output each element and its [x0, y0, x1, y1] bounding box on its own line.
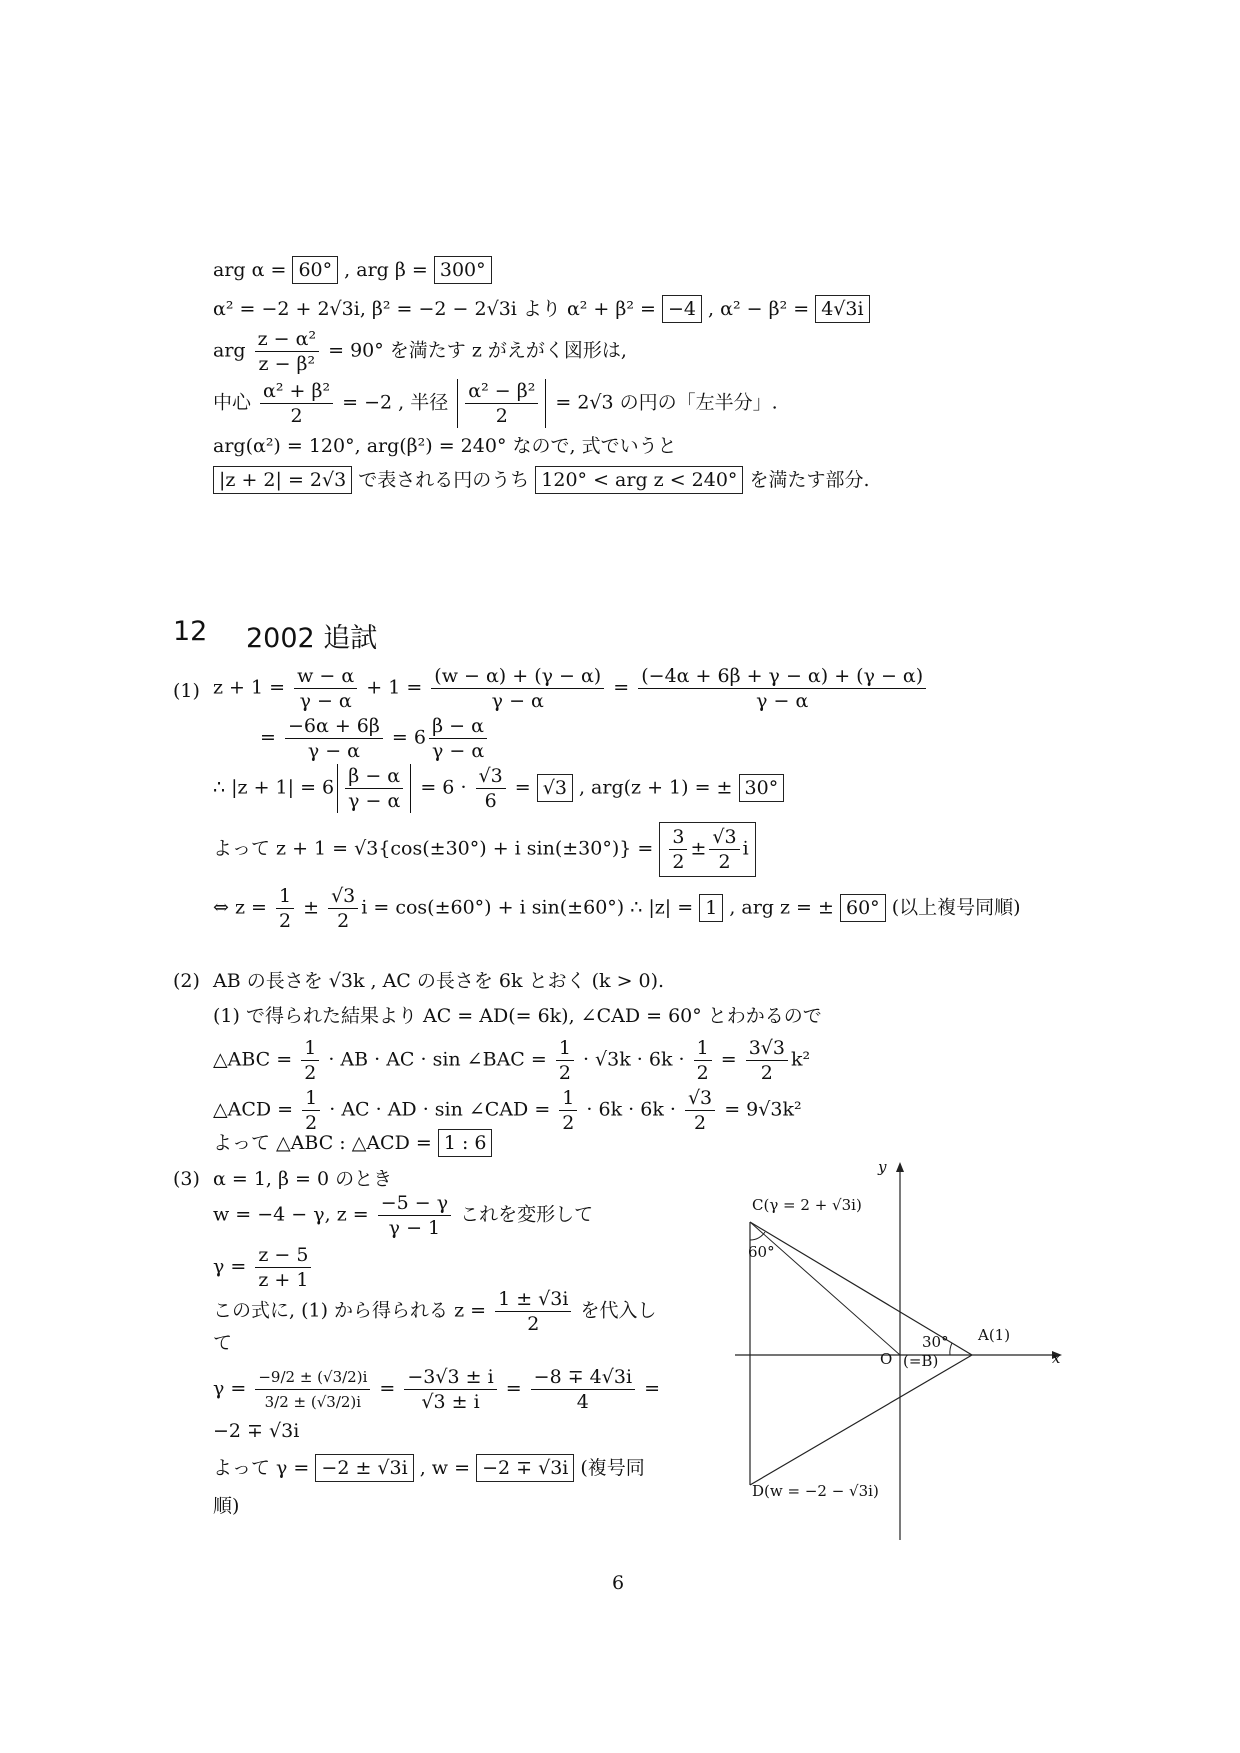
p2-row4: △ACD = $\frac{1}{2}$ · AC · AD · sin ∠CAD = $\frac{1}{2}$ · 6k · 6k · $\frac{√3}{2}$ = 9√3k²	[213, 1087, 802, 1134]
point-a-label: A(1)	[978, 1326, 1011, 1344]
page-number: 6	[612, 1572, 625, 1594]
eq-arg-condition: arg $\frac{\text{z − α²}}{\text{z − β²}}$ = 90° を満たす z がえがく図形は,	[213, 328, 627, 375]
p3-row5: て	[213, 1332, 233, 1354]
section-title: 2002 追試	[246, 623, 378, 654]
eq-arg-values: arg(α²) = 120°, arg(β²) = 240° なので, 式でいうと	[213, 435, 677, 457]
answer-box: √3	[537, 774, 573, 802]
answer-box: −4	[662, 295, 702, 323]
part-2-tag: (2)	[173, 970, 200, 992]
answer-box: 60°	[292, 256, 338, 284]
point-c-label: C(γ = 2 + √3i)	[752, 1196, 862, 1214]
p1-row3: ∴ |z + 1| = 6 $\frac{\beta - \alpha}{\gamma - \alpha}$ = 6 · $\frac{√3}{6}$ = √3 , arg(z + 1) = ± 30°	[213, 764, 784, 813]
y-axis-label: y	[878, 1158, 887, 1176]
answer-box: 120° < arg z < 240°	[535, 466, 743, 494]
p1-row1: z + 1 = $\frac{w - \alpha}{\gamma - \alpha}$ + 1 = $\frac{(w - \alpha) + (\gamma - \alpha)}{\gamma - \alpha}$ = $\frac{(-4\alpha + 6\beta + \gamma - \alpha) + (\gamma - \alpha)}{\gamma - \alpha}$	[213, 664, 929, 713]
p1-row2: = $\frac{-6\alpha + 6\beta}{\gamma - \alpha}$ = 6 $\frac{\beta - \alpha}{\gamma - \alpha}$	[260, 714, 490, 763]
p1-row4: よって z + 1 = √3{cos(±30°) + i sin(±30°)} = $\frac{3}{2}$ ± $\frac{√3}{2}$ i	[213, 822, 756, 877]
segment-cb	[750, 1222, 900, 1355]
part-3-tag: (3)	[173, 1168, 200, 1190]
answer-box: 30°	[739, 774, 785, 802]
eq-arg-line: arg α = 60° , arg β = 300°	[213, 256, 492, 284]
y-axis-arrow	[896, 1162, 904, 1172]
section-number: 12	[173, 616, 208, 647]
answer-box: 1 : 6	[438, 1129, 493, 1157]
p3-row8: よって γ = −2 ± √3i , w = −2 ∓ √3i (複号同	[213, 1454, 645, 1482]
answer-box: 4√3i	[815, 295, 869, 323]
p3-row9: 順)	[213, 1495, 240, 1517]
p2-row3: △ABC = $\frac{1}{2}$ · AB · AC · sin ∠BAC = $\frac{1}{2}$ · √3k · 6k · $\frac{1}{2}$ = $\frac{3√3}{2}$ k²	[213, 1037, 811, 1084]
eq-square-line: α² = −2 + 2√3i, β² = −2 − 2√3i より α² + β² = −4 , α² − β² = 4√3i	[213, 295, 870, 323]
p3-row7: −2 ∓ √3i	[213, 1420, 300, 1442]
answer-box: |z + 2| = 2√3	[213, 466, 352, 494]
eq-circle-result: |z + 2| = 2√3 で表される円のうち 120° < arg z < 240° を満たす部分.	[213, 466, 870, 494]
angle-a-label: 30°	[922, 1333, 949, 1351]
point-d-label: D(w = −2 − √3i)	[752, 1482, 879, 1500]
eq-center-radius: 中心 $\frac{\text{α² + β²}}{2}$ = −2 , 半径 $\frac{\text{α² − β²}}{2}$ = 2√3 の円の「左半分」.	[213, 380, 778, 427]
p3-row4: この式に, (1) から得られる z = $\frac{1 \pm √3i}{2}$ を代入し	[213, 1288, 657, 1335]
p3-row3: γ = $\frac{z - 5}{z + 1}$	[213, 1243, 314, 1292]
p3-row6: γ = $\frac{-9/2 \pm (√3/2)i}{3/2 \pm (√3/2)i}$ = $\frac{-3√3 \pm i}{√3 \pm i}$ = $\frac{-8 \mp 4√3i}{4}$ =	[213, 1366, 660, 1413]
p3-row1: α = 1, β = 0 のとき	[213, 1168, 393, 1190]
answer-box: 1	[699, 894, 723, 922]
point-b-label: (=B)	[903, 1352, 939, 1370]
angle-c-label: 60°	[748, 1243, 775, 1261]
p2-row2: (1) で得られた結果より AC = AD(= 6k), ∠CAD = 60° とわかるので	[213, 1005, 822, 1027]
answer-box: −2 ± √3i	[315, 1454, 413, 1482]
answer-box: $\frac{3}{2}$ ± $\frac{√3}{2}$ i	[659, 822, 755, 877]
p2-row5: よって △ABC : △ACD = 1 : 6	[213, 1129, 492, 1157]
answer-box: −2 ∓ √3i	[476, 1454, 574, 1482]
point-o-label: O	[880, 1350, 893, 1368]
angle-arc-a	[950, 1343, 952, 1355]
answer-box: 60°	[840, 894, 886, 922]
answer-box: 300°	[434, 256, 492, 284]
segment-ad	[750, 1355, 972, 1485]
p3-row2: w = −4 − γ, z = $\frac{-5 - \gamma}{\gamma - 1}$ これを変形して	[213, 1192, 594, 1239]
x-axis-label: x	[1052, 1349, 1061, 1367]
p1-row5: ⇔ z = $\frac{1}{2}$ ± $\frac{√3}{2}$ i = cos(±60°) + i sin(±60°) ∴ |z| = 1 , arg z = ± 60° (以上複号同順)	[213, 885, 1021, 932]
p2-row1: AB の長さを √3k , AC の長さを 6k とおく (k > 0).	[213, 970, 665, 992]
part-1-tag: (1)	[173, 680, 200, 702]
